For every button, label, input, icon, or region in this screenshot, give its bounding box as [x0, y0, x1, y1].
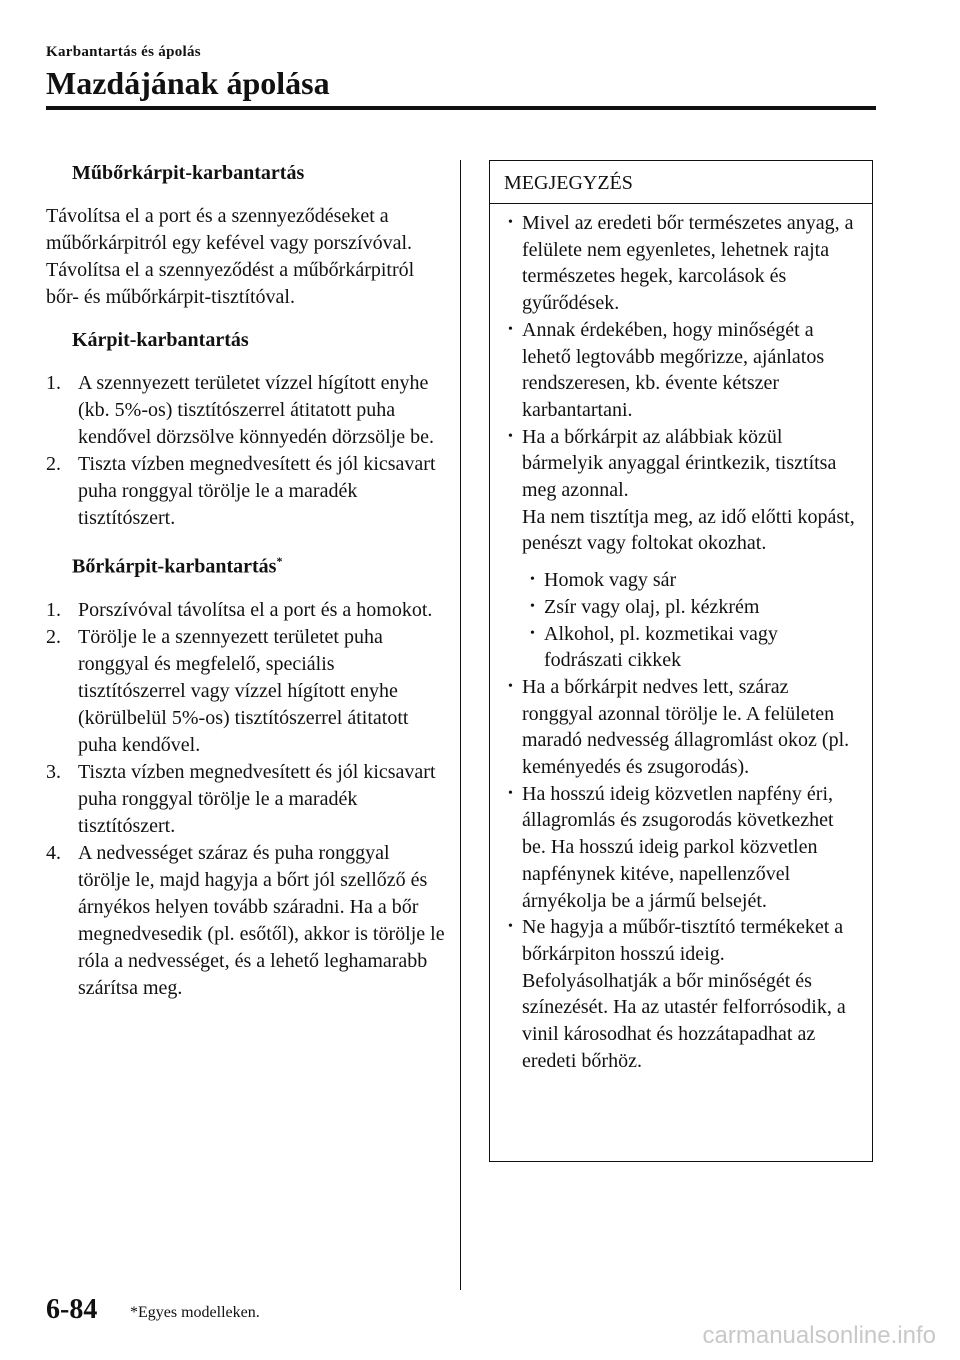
list-item: [46, 370, 446, 451]
paragraph: Távolítsa el a szennyeződést a műbőrkárpitról bőr- és műbőrkárpit-tisztítóval.: [46, 259, 415, 308]
note-bullet: [506, 317, 860, 424]
note-bullet: [506, 914, 860, 1074]
footnote-mark: *: [276, 554, 283, 568]
note-body: [490, 204, 872, 1075]
column-divider: [460, 160, 461, 1290]
bullet-dot-icon: •: [508, 919, 513, 935]
footnote: *Egyes modelleken.: [130, 1304, 260, 1321]
heading-upholstery: Kárpit-karbantartás: [72, 329, 249, 351]
note-title: MEGJEGYZÉS: [490, 161, 872, 204]
note-bullet: [506, 210, 860, 317]
list-item: [46, 451, 446, 532]
page-number: 6-84: [46, 1294, 98, 1325]
heading-leather: [46, 548, 446, 581]
step-text: Tiszta vízben megnedvesített és jól kicsavart puha ronggyal törölje le a maradék tisztítószert.: [78, 453, 436, 529]
step-number: 2.: [46, 453, 61, 475]
bullet-text: Ne hagyja a műbőr-tisztító termékeket a bőrkárpiton hosszú ideig. Befolyásolhatják a bőr minőségét és színezését. Ha az utastér felforrósodik, a vinil károsodhat és hozzátapadhat az eredeti bőrhöz.: [522, 916, 846, 1072]
bullet-text: Ha hosszú ideig közvetlen napfény éri, állagromlás és zsugorodás következhet be. Ha hosszú ideig parkol közvetlen napfénynek kitéve, napellenzővel árnyékolja be a jármű belsejét.: [522, 782, 834, 912]
bullet-dot-icon: •: [508, 678, 513, 694]
watermark: carmanualsonline.info: [702, 1322, 936, 1349]
bullet-dot-icon: •: [530, 598, 535, 614]
step-number: 2.: [46, 625, 61, 648]
step-number: 1.: [46, 372, 61, 394]
note-sub-list: [506, 567, 860, 674]
bullet-text: Annak érdekében, hogy minőségét a lehető legtovább megőrizze, ajánlatos rendszeresen, kb. évente kétszer karbantartani.: [522, 318, 825, 421]
heading-leather-text: Bőrkárpit-karbantartás: [72, 555, 277, 578]
note-box: [489, 160, 873, 1162]
note-bullet: [506, 781, 860, 915]
step-text: Tiszta vízben megnedvesített és jól kicsavart puha ronggyal törölje le a maradék tisztítószert.: [78, 760, 436, 837]
bullet-dot-icon: •: [508, 215, 513, 230]
header-rule: [46, 106, 876, 110]
heading-synthetic-leather: Műbőrkárpit-karbantartás: [72, 162, 305, 184]
list-item: [46, 624, 446, 759]
bullet-dot-icon: •: [508, 428, 513, 444]
sub-bullet-text: Homok vagy sár: [544, 569, 677, 592]
step-number: 1.: [46, 598, 61, 621]
step-text: A szennyezett területet vízzel hígított enyhe (kb. 5%-os) tisztítószerrel átitatott puha kendővel dörzsölve könnyedén dörzsölje be.: [78, 372, 435, 448]
bullet-dot-icon: •: [530, 625, 535, 641]
leather-steps: [46, 597, 446, 1002]
list-item: [46, 759, 446, 840]
note-sub-bullet: [506, 594, 860, 621]
bullet-text: Ha a bőrkárpit nedves lett, száraz ronggyal azonnal törölje le. A felületen maradó nedvesség állagromlást okoz (pl. keményedés és zsugorodás).: [522, 675, 850, 779]
list-item: [46, 597, 446, 624]
bullet-text: Ha nem tisztítja meg, az idő előtti kopást, penészt vagy foltokat okozhat.: [522, 505, 855, 555]
list-item: [46, 840, 446, 1002]
page-title: Mazdájának ápolása: [46, 65, 330, 101]
page-header: [46, 44, 876, 103]
step-number: 3.: [46, 760, 61, 783]
step-text: Törölje le a szennyezett területet puha ronggyal és megfelelő, speciális tisztítószerrel vagy vízzel hígított enyhe (körülbelül 5%-os) tisztítószerrel átitatott puha kendővel.: [78, 625, 409, 756]
bullet-dot-icon: •: [530, 572, 535, 588]
step-text: A nedvességet száraz és puha ronggyal törölje le, majd hagyja a bőrt jól szellőző és árnyékos helyen tovább száradni. Ha a bőr megnedvesedik (pl. esőtől), akkor is törölje le róla a nedvességet, és a lehető leghamarabb szárítsa meg.: [78, 841, 445, 999]
note-sub-bullet: [506, 567, 860, 594]
note-bullet: [506, 674, 860, 781]
note-bullet: [506, 424, 860, 558]
sub-bullet-text: Zsír vagy olaj, pl. kézkrém: [544, 595, 760, 618]
left-column: [46, 160, 446, 1002]
section-label: Karbantartás és ápolás: [46, 44, 201, 60]
step-number: 4.: [46, 841, 61, 864]
bullet-dot-icon: •: [508, 785, 513, 801]
sub-bullet-text: Alkohol, pl. kozmetikai vagy fodrászati cikkek: [544, 622, 778, 672]
note-sub-bullet: [506, 621, 860, 674]
bullet-text: Ha a bőrkárpit az alábbiak közül bármelyik anyaggal érintkezik, tisztítsa meg azonnal.: [522, 425, 837, 502]
paragraph: Távolítsa el a port és a szennyeződéseket a műbőrkárpitról egy kefével vagy porszívóval.: [46, 205, 412, 254]
bullet-text: Mivel az eredeti bőr természetes anyag, a felülete nem egyenletes, lehetnek rajta természetes hegek, karcolások és gyűrődések.: [522, 212, 854, 315]
step-text: Porszívóval távolítsa el a port és a homokot.: [78, 598, 433, 621]
upholstery-steps: [46, 370, 446, 532]
bullet-dot-icon: •: [508, 321, 513, 337]
